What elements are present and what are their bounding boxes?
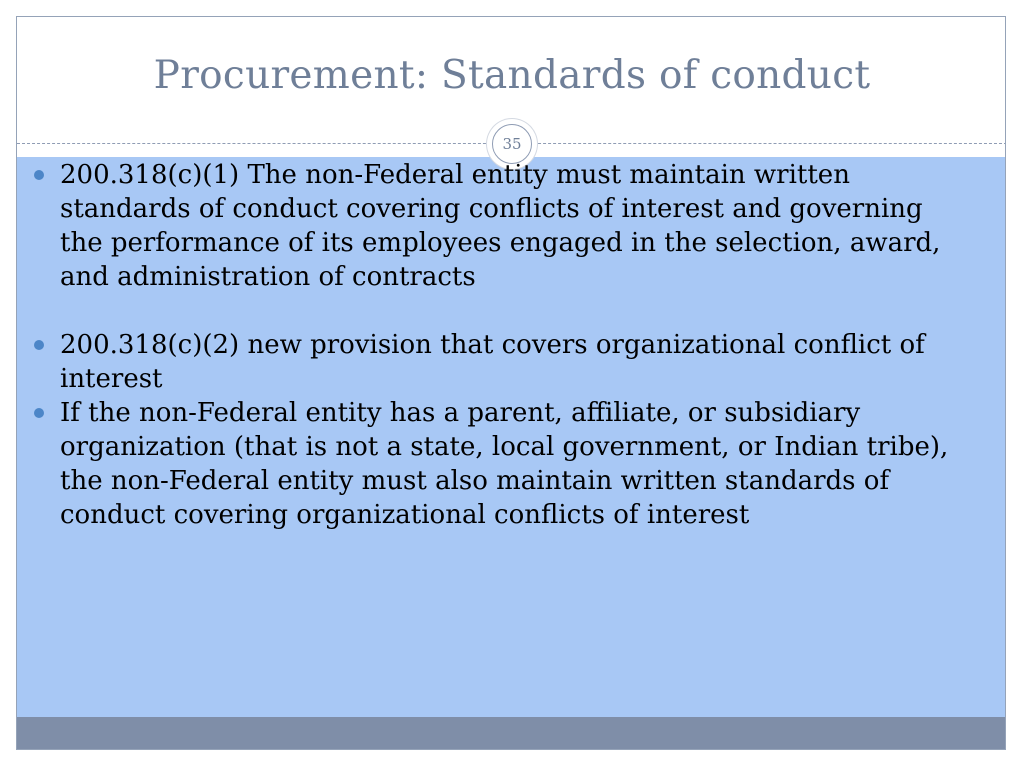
footer-bar [17, 717, 1006, 750]
bullet-icon [34, 170, 44, 180]
bullet-icon [34, 408, 44, 418]
bullet-item [32, 158, 952, 294]
bullet-icon [34, 340, 44, 350]
bullet-item [32, 396, 952, 532]
bullet-item [32, 328, 952, 396]
page-number: 35 [492, 124, 532, 164]
slide-title: Procurement: Standards of conduct [153, 53, 871, 98]
bullet-text: 200.318(c)(2) new provision that covers organizational conflict of interest [60, 330, 925, 394]
bullet-list [32, 158, 952, 532]
bullet-text: If the non-Federal entity has a parent, affiliate, or subsidiary organization (that is not a state, local government, or Indian tribe), the non-Federal entity must also maintain written standards of conduct covering organizational conflicts of interest [60, 398, 949, 530]
bullet-text: 200.318(c)(1) The non-Federal entity must maintain written standards of conduct covering conflicts of interest and governing the performance of its employees engaged in the selection, award, and administration of contracts [60, 160, 941, 292]
